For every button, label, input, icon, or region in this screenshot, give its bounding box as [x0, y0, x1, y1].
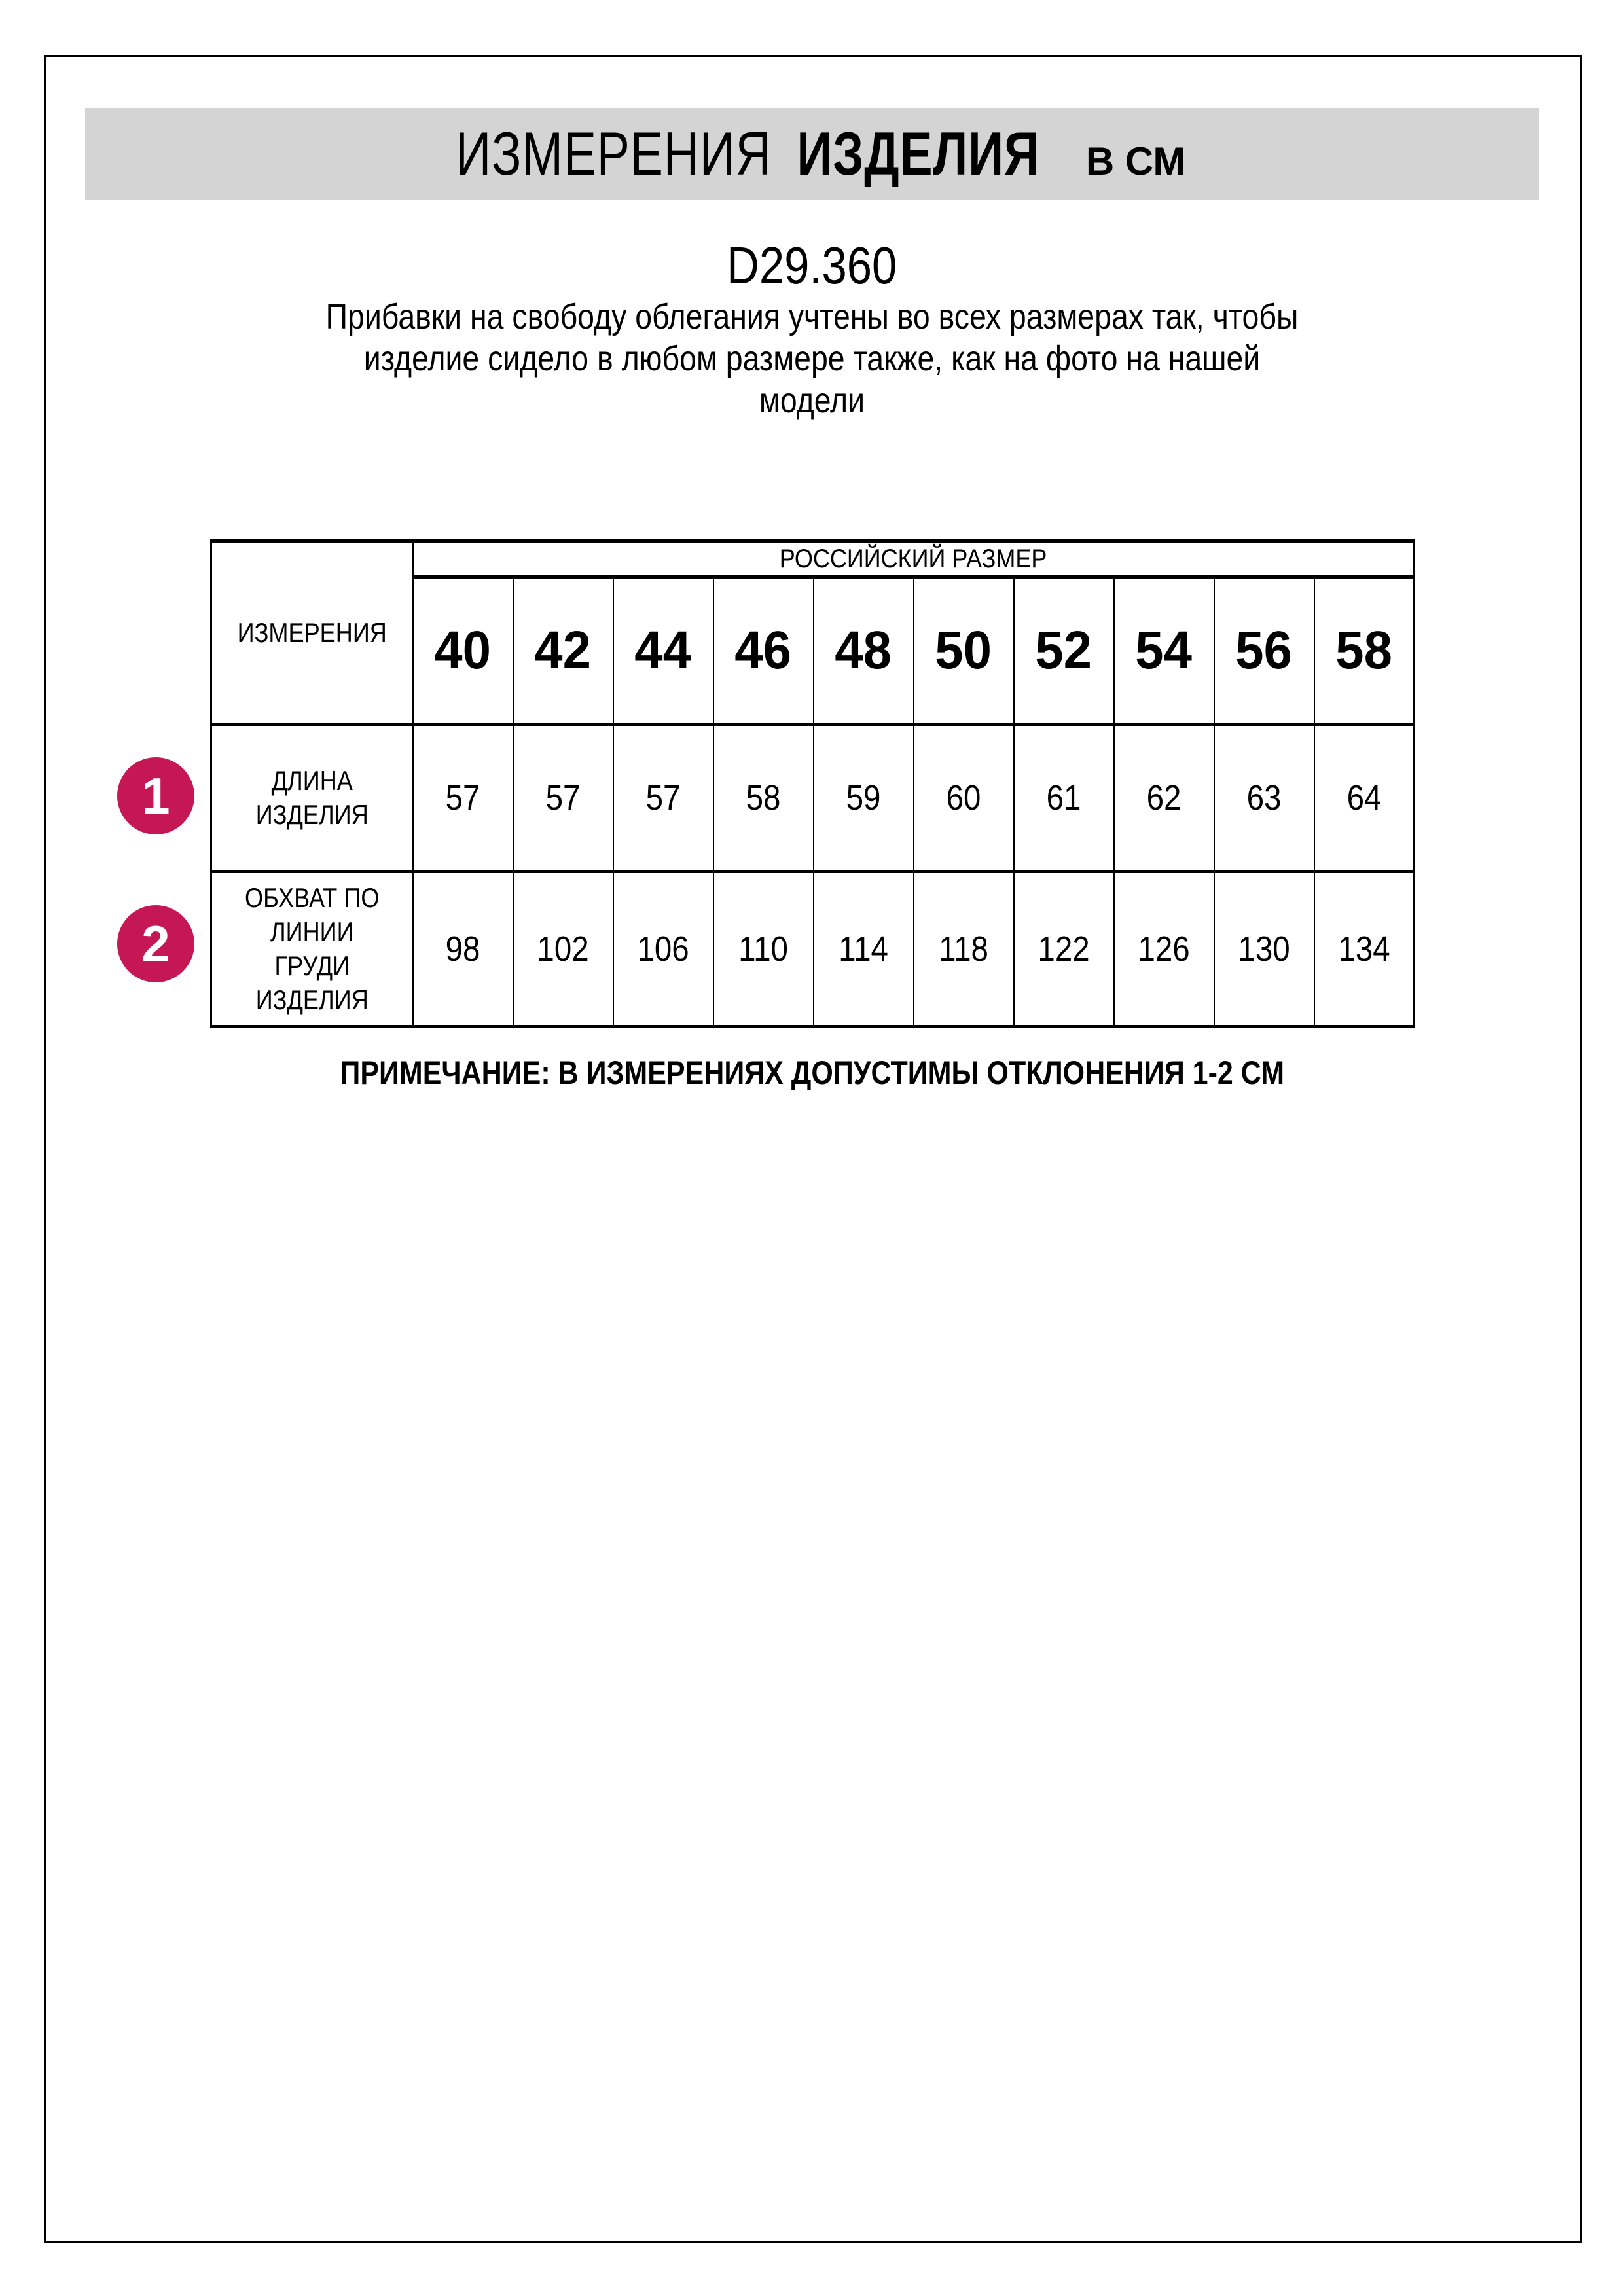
- row-marker-1-badge: [117, 757, 194, 834]
- group-header-label: РОССИЙСКИЙ РАЗМЕР: [779, 544, 1047, 573]
- value-cell: 98: [413, 872, 513, 1027]
- size-col-header: 46: [713, 577, 814, 725]
- row-label-cell: ДЛИНА ИЗДЕЛИЯ: [211, 725, 413, 872]
- table-row-chest: [211, 872, 1415, 1027]
- fit-description-line: изделие сидело в любом размере также, как на фото на нашей: [363, 339, 1261, 378]
- table-corner-cell: [211, 541, 413, 725]
- value-cell: 106: [613, 872, 713, 1027]
- value-cell: 64: [1314, 725, 1415, 872]
- value-cell: 102: [513, 872, 613, 1027]
- tolerance-note: ПРИМЕЧАНИЕ: В ИЗМЕРЕНИЯХ ДОПУСТИМЫ ОТКЛОНЕНИЯ 1-2 СМ: [340, 1054, 1284, 1091]
- page-title-bold: ИЗДЕЛИЯ: [797, 119, 1040, 188]
- fit-description-line: Прибавки на свободу облегания учтены во всех размерах так, чтобы: [325, 297, 1299, 336]
- value-cell: 110: [713, 872, 814, 1027]
- row-marker-2-number: 2: [141, 915, 170, 973]
- table-row-length: [211, 725, 1415, 872]
- size-col-header: 50: [914, 577, 1014, 725]
- size-col-header: 56: [1214, 577, 1314, 725]
- value-cell: 61: [1014, 725, 1114, 872]
- value-cell: 126: [1114, 872, 1214, 1027]
- size-col-header: 58: [1314, 577, 1415, 725]
- page-title-main: ИЗМЕРЕНИЯ: [455, 119, 772, 188]
- row-marker-1-number: 1: [141, 767, 170, 825]
- value-cell: 62: [1114, 725, 1214, 872]
- size-col-header: 48: [814, 577, 914, 725]
- value-cell: 57: [513, 725, 613, 872]
- value-cell: 58: [713, 725, 814, 872]
- value-cell: 57: [413, 725, 513, 872]
- value-cell: 57: [613, 725, 713, 872]
- row-label-cell: ОБХВАТ ПО ЛИНИИ ГРУДИ ИЗДЕЛИЯ: [211, 872, 413, 1027]
- size-col-header: 44: [613, 577, 713, 725]
- value-cell: 60: [914, 725, 1014, 872]
- model-code: D29.360: [727, 236, 897, 295]
- value-cell: 59: [814, 725, 914, 872]
- size-col-header: 42: [513, 577, 613, 725]
- fit-description: [0, 296, 1624, 422]
- corner-label: ИЗМЕРЕНИЯ: [237, 617, 387, 648]
- row-marker-2-badge: [117, 905, 194, 982]
- size-col-header: 40: [413, 577, 513, 725]
- size-col-header: 52: [1014, 577, 1114, 725]
- value-cell: 122: [1014, 872, 1114, 1027]
- fit-description-line: модели: [759, 381, 865, 420]
- value-cell: 118: [914, 872, 1014, 1027]
- measurements-table: [210, 539, 1415, 1028]
- size-col-header: 54: [1114, 577, 1214, 725]
- page-title-unit: В СМ: [1085, 139, 1186, 183]
- title-banner: [85, 108, 1539, 200]
- value-cell: 134: [1314, 872, 1415, 1027]
- value-cell: 114: [814, 872, 914, 1027]
- table-group-header-row: [211, 541, 1415, 577]
- group-header-cell: [413, 541, 1415, 577]
- value-cell: 130: [1214, 872, 1314, 1027]
- value-cell: 63: [1214, 725, 1314, 872]
